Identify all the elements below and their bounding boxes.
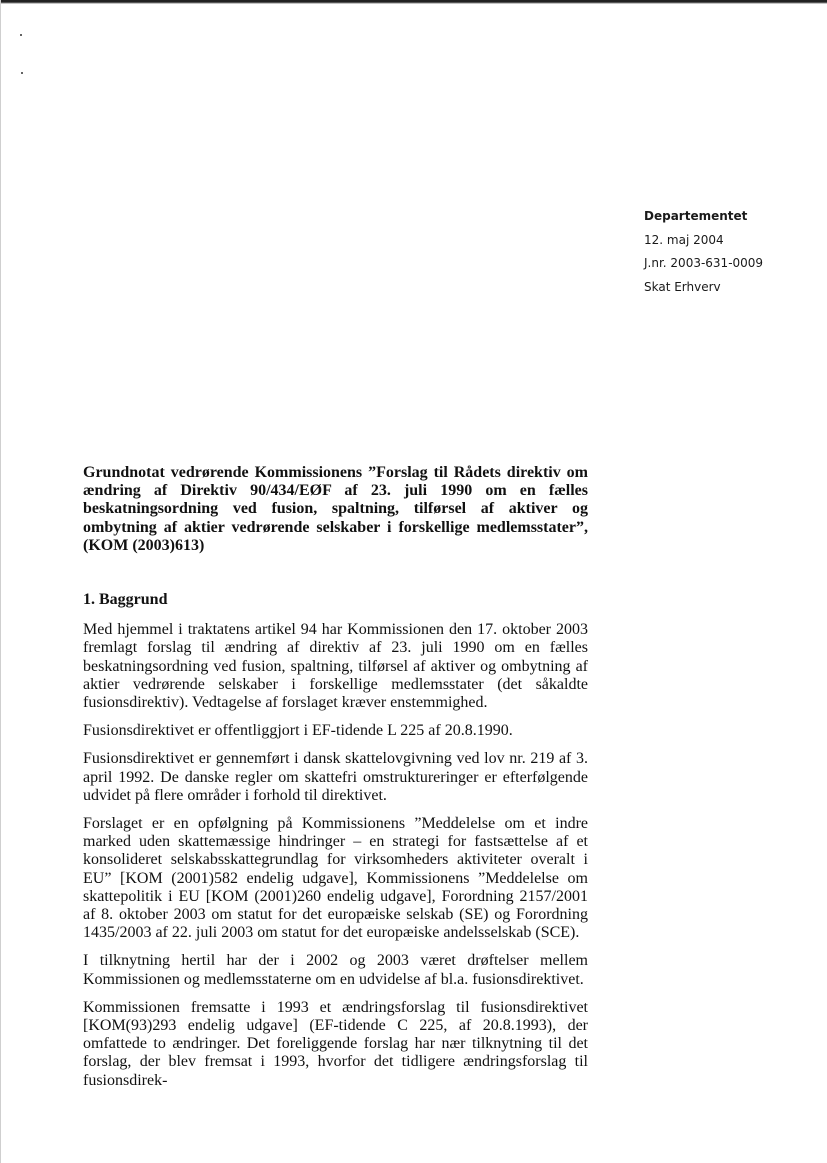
body-paragraph: Kommissionen fremsatte i 1993 et ændringsforslag til fusionsdirektivet [KOM(93)293 endelig udgave] (EF-tidende C 225, af 20.8.1993), der omfattede to ændringer. Det foreliggende forslag har nær tilknytning til det forslag, der blev fremsat i 1993, hvorfor det tidligere ændringsforslag til fusionsdirek- [83, 998, 588, 1089]
body-paragraph: Med hjemmel i traktatens artikel 94 har Kommissionen den 17. oktober 2003 fremlagt forslag til ændring af direktiv af 23. juli 1990 om en fælles beskatningsordning ved fusion, spaltning, tilførsel af aktiver og ombytning af aktier vedrørende selskaber i forskellige medlemsstater (det såkaldte fusionsdirektiv). Vedtagelse af forslaget kræver enstemmighed. [83, 621, 588, 712]
body-paragraph: I tilknytning hertil har der i 2002 og 2003 været drøftelser mellem Kommissionen og medlemsstaterne om en udvidelse af bl.a. fusionsdirektivet. [83, 952, 588, 988]
left-scan-edge [0, 0, 1, 1163]
body-paragraph: Forslaget er en opfølgning på Kommissionens ”Meddelelse om et indre marked uden skattemæssige hindringer – en strategi for fastsættelse af et konsolideret selskabsskattegrundlag for virksomheders aktiviteter overalt i EU” [KOM (2001)582 endelig udgave], Kommissionens ”Meddelelse om skattepolitik i EU [KOM (2001)260 endelig udgave], Forordning 2157/2001 af 8. oktober 2003 om statut for det europæiske selskab (SE) og Forordning 1435/2003 af 22. juli 2003 om statut for det europæiske andelsselskab (SCE). [83, 815, 588, 942]
department-label: Departementet [644, 209, 748, 223]
top-border-rule [0, 0, 827, 4]
unit-name: Skat Erhverv [644, 279, 721, 294]
body-paragraph: Fusionsdirektivet er offentliggjort i EF-tidende L 225 af 20.8.1990. [83, 722, 513, 740]
scan-speck [20, 34, 22, 36]
body-paragraph: Fusionsdirektivet er gennemført i dansk skattelovgivning ved lov nr. 219 af 3. april 1992. De danske regler om skattefri omstruktureringer er efterfølgende udvidet på flere områder i forhold til direktivet. [83, 750, 588, 804]
scan-speck [21, 72, 23, 74]
section-heading: 1. Baggrund [83, 591, 168, 609]
document-meta [644, 206, 814, 300]
document-title: Grundnotat vedrørende Kommissionens ”Forslag til Rådets direktiv om ændring af Direktiv 90/434/EØF af 23. juli 1990 om en fælles beskatningsordning ved fusion, spaltning, tilførsel af aktiver og ombytning af aktier vedrørende selskaber i forskellige medlemsstater”, (KOM (2003)613) [83, 464, 588, 554]
document-body [83, 464, 588, 1090]
document-date: 12. maj 2004 [644, 232, 724, 247]
journal-number: J.nr. 2003-631-0009 [644, 256, 764, 270]
